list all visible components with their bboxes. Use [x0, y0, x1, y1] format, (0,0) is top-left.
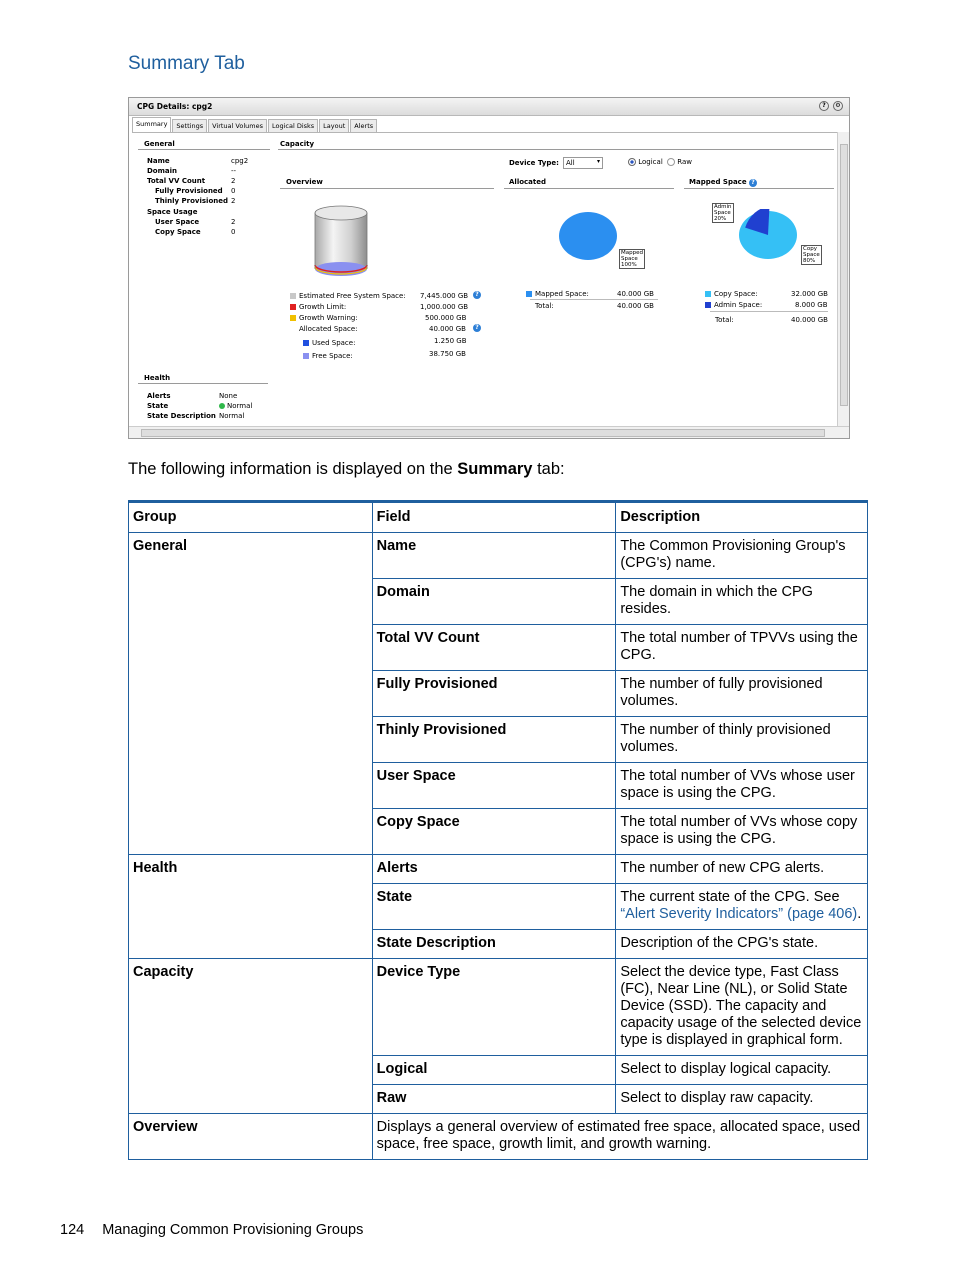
description-cell: Select the device type, Fast Class (FC), Near Line (NL), or Solid State Device (SSD). The capacity and capacity usage of the selected device type is displayed in graphical form.	[616, 959, 868, 1056]
legend-value: 40.000 GB	[791, 316, 828, 324]
info-icon[interactable]: ?	[473, 324, 481, 332]
group-cell: Capacity	[129, 959, 373, 1114]
legend-item: Allocated Space:	[299, 325, 358, 333]
health-value	[219, 402, 252, 410]
legend-item: Growth Warning:	[290, 314, 358, 322]
field-cell: Alerts	[372, 855, 616, 884]
legend-swatch	[705, 291, 711, 297]
legend-value: 38.750 GB	[429, 350, 466, 358]
pie-label: Mapped Space 100%	[621, 250, 643, 268]
window-title: CPG Details: cpg2	[137, 102, 213, 111]
device-type-select[interactable]	[563, 157, 603, 169]
legend-item: Total:	[715, 316, 734, 324]
mapped-space-pie-chart	[736, 209, 800, 265]
general-label: User Space	[155, 218, 200, 226]
group-cell: Overview	[129, 1114, 373, 1160]
general-label: Total VV Count	[147, 177, 206, 185]
legend-swatch	[303, 353, 309, 359]
description-cell: Displays a general overview of estimated free space, allocated space, used space, free space, growth limit, and growth warning.	[372, 1114, 867, 1160]
logical-label: Logical	[638, 158, 663, 166]
description-cell: Description of the CPG's state.	[616, 930, 868, 959]
device-type-value: All	[566, 159, 575, 167]
general-label: Domain	[147, 167, 178, 175]
field-cell: User Space	[372, 763, 616, 809]
field-cell: Fully Provisioned	[372, 671, 616, 717]
device-type-label: Device Type:	[509, 159, 559, 167]
field-cell: Domain	[372, 579, 616, 625]
general-value: 2	[231, 197, 236, 205]
vertical-scrollbar[interactable]	[837, 132, 849, 426]
overview-label: Overview	[286, 178, 323, 186]
legend-item: Growth Limit:	[290, 303, 346, 311]
legend-item: Mapped Space:	[526, 290, 589, 298]
legend-value: 7,445.000 GB	[420, 292, 469, 300]
tab-alerts[interactable]: Alerts	[350, 119, 377, 132]
raw-label: Raw	[677, 158, 692, 166]
legend-item: Total:	[535, 302, 554, 310]
general-value: cpg2	[231, 157, 249, 165]
general-label: Name	[147, 157, 170, 165]
logical-radio[interactable]	[628, 158, 663, 166]
general-value: 0	[231, 228, 236, 236]
legend-value: 40.000 GB	[617, 302, 654, 310]
scrollbar-thumb[interactable]	[141, 429, 825, 437]
legend-value: 500.000 GB	[425, 314, 467, 322]
legend-item: Estimated Free System Space:	[290, 292, 406, 300]
field-cell: Raw	[372, 1085, 616, 1114]
table-row	[129, 959, 868, 1056]
legend-swatch	[290, 315, 296, 321]
page-footer	[60, 1222, 363, 1238]
window-title-bar	[129, 98, 849, 116]
legend-swatch	[303, 340, 309, 346]
legend-value: 40.000 GB	[429, 325, 466, 333]
description-cell: The total number of VVs whose copy space is using the CPG.	[616, 809, 868, 855]
cpg-details-screenshot	[128, 97, 850, 439]
intro-paragraph: The following information is displayed on the Summary tab:	[128, 460, 565, 478]
tab-summary[interactable]: Summary	[132, 117, 171, 132]
general-value: --	[231, 167, 237, 175]
general-value: 2	[231, 218, 236, 226]
column-header: Group	[129, 502, 373, 533]
field-cell: Logical	[372, 1056, 616, 1085]
radio-selected-icon	[628, 158, 636, 166]
section-heading: Summary Tab	[128, 53, 245, 74]
health-label: State Description	[147, 412, 216, 420]
legend-item: Used Space:	[303, 339, 355, 347]
info-icon[interactable]: ?	[473, 291, 481, 299]
description-cell: Select to display raw capacity.	[616, 1085, 868, 1114]
legend-item: Copy Space:	[705, 290, 758, 298]
footer-title: Managing Common Provisioning Groups	[102, 1222, 364, 1238]
description-cell: Select to display logical capacity.	[616, 1056, 868, 1085]
raw-radio[interactable]	[667, 158, 692, 166]
field-cell: Thinly Provisioned	[372, 717, 616, 763]
health-value: None	[219, 392, 238, 400]
legend-item: Free Space:	[303, 352, 353, 360]
description-cell: The total number of TPVVs using the CPG.	[616, 625, 868, 671]
health-label: State	[147, 402, 169, 410]
description-cell: The current state of the CPG. See “Alert Severity Indicators” (page 406).	[616, 884, 868, 930]
health-label: Alerts	[147, 392, 171, 400]
description-cell: The Common Provisioning Group's (CPG's) name.	[616, 533, 868, 579]
legend-value: 1.250 GB	[434, 337, 467, 345]
table-row	[129, 855, 868, 884]
mapped-space-label: Mapped Space ?	[689, 178, 757, 187]
summary-content	[132, 132, 837, 426]
tab-logical-disks[interactable]: Logical Disks	[268, 119, 318, 132]
settings-icon[interactable]: ⚙	[833, 101, 843, 111]
legend-value: 8.000 GB	[795, 301, 828, 309]
description-cell: The domain in which the CPG resides.	[616, 579, 868, 625]
capacity-header: Capacity	[280, 140, 315, 148]
field-cell: Copy Space	[372, 809, 616, 855]
tab-settings[interactable]: Settings	[172, 119, 207, 132]
summary-fields-table	[128, 500, 868, 1160]
general-label: Fully Provisioned	[155, 187, 223, 195]
chevron-down-icon: ▾	[596, 158, 600, 165]
overview-cylinder-graphic	[312, 205, 372, 285]
table-header-row	[129, 502, 868, 533]
description-cell: The number of fully provisioned volumes.	[616, 671, 868, 717]
legend-value: 40.000 GB	[617, 290, 654, 298]
help-icon[interactable]: ?	[819, 101, 829, 111]
legend-swatch	[526, 291, 532, 297]
page-number: 124	[60, 1222, 85, 1238]
health-state-text: Normal	[227, 402, 253, 410]
info-icon[interactable]: ?	[749, 179, 757, 187]
general-header: General	[144, 140, 175, 148]
legend-value: 32.000 GB	[791, 290, 828, 298]
field-cell: Total VV Count	[372, 625, 616, 671]
legend-value: 1,000.000 GB	[420, 303, 469, 311]
description-cell: The number of thinly provisioned volumes.	[616, 717, 868, 763]
description-cell: The number of new CPG alerts.	[616, 855, 868, 884]
general-label: Space Usage	[147, 208, 198, 216]
radio-unselected-icon	[667, 158, 675, 166]
description-cell: The total number of VVs whose user space is using the CPG.	[616, 763, 868, 809]
general-label: Thinly Provisioned	[155, 197, 229, 205]
legend-swatch	[705, 302, 711, 308]
scrollbar-thumb[interactable]	[840, 144, 848, 406]
allocated-pie-chart	[558, 210, 622, 264]
legend-swatch	[290, 293, 296, 299]
legend-item: Admin Space:	[705, 301, 762, 309]
health-value: Normal	[219, 412, 245, 420]
legend-swatch	[290, 304, 296, 310]
field-cell: State Description	[372, 930, 616, 959]
general-value: 0	[231, 187, 236, 195]
column-header: Description	[616, 502, 868, 533]
tab-virtual-volumes[interactable]: Virtual Volumes	[208, 119, 267, 132]
field-cell: Device Type	[372, 959, 616, 1056]
tab-strip	[132, 119, 378, 132]
tab-layout[interactable]: Layout	[319, 119, 349, 132]
table-row	[129, 533, 868, 579]
alert-severity-link[interactable]: “Alert Severity Indicators” (page 406)	[620, 906, 858, 922]
group-cell: Health	[129, 855, 373, 959]
table-row	[129, 1114, 868, 1160]
pie-label: Copy Space 80%	[803, 246, 820, 264]
health-header: Health	[144, 374, 171, 382]
general-value: 2	[231, 177, 236, 185]
status-ok-icon	[219, 403, 225, 409]
group-cell: General	[129, 533, 373, 855]
horizontal-scrollbar[interactable]	[129, 426, 849, 438]
column-header: Field	[372, 502, 616, 533]
field-cell: Name	[372, 533, 616, 579]
allocated-label: Allocated	[509, 178, 547, 186]
pie-label: Admin Space 20%	[714, 204, 732, 222]
general-label: Copy Space	[155, 228, 201, 236]
field-cell: State	[372, 884, 616, 930]
